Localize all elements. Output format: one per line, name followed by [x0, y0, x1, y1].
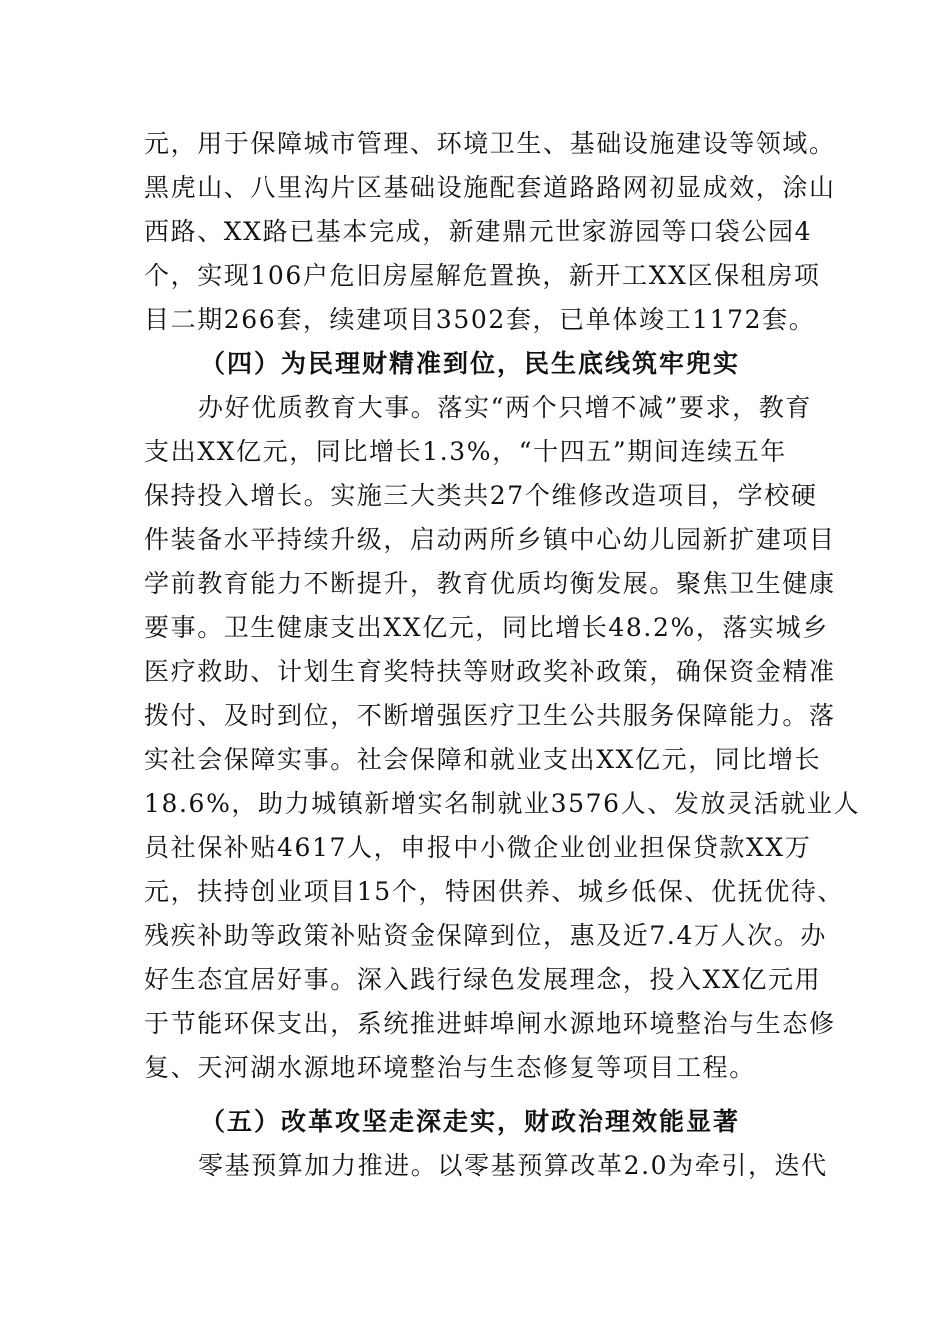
- body-text-line: 黑虎山、八里沟片区基础设施配套道路路网初显成效，涂山: [144, 173, 836, 202]
- body-text-line: 要事。卫生健康支出XX亿元，同比增长48.2%，落实城乡: [144, 613, 829, 642]
- body-text-line: 复、天河湖水源地环境整治与生态修复等项目工程。: [144, 1053, 756, 1082]
- body-text-line: 于节能环保支出，系统推进蚌埠闸水源地环境整治与生态修: [144, 1009, 836, 1038]
- body-text-line: 件装备水平持续升级，启动两所乡镇中心幼儿园新扩建项目: [144, 525, 836, 554]
- body-text-line: 医疗救助、计划生育奖特扶等财政奖补政策，确保资金精准: [144, 657, 836, 686]
- body-text-line: 学前教育能力不断提升，教育优质均衡发展。聚焦卫生健康: [144, 569, 836, 598]
- body-text-line: 西路、XX路已基本完成，新建鼎元世家游园等口袋公园4: [144, 217, 813, 246]
- body-text-line: 残疾补助等政策补贴资金保障到位，惠及近7.4万人次。办: [144, 921, 827, 950]
- paragraph-first-line: 办好优质教育大事。落实“两个只增不减”要求，教育: [198, 393, 812, 422]
- body-text-line: 18.6%，助力城镇新增实名制就业3576人、发放灵活就业人: [144, 789, 861, 818]
- paragraph-first-line: 零基预算加力推进。以零基预算改革2.0为牵引，迭代: [198, 1151, 828, 1180]
- section-heading: （四）为民理财精准到位，民生底线筑牢兜实: [200, 349, 741, 378]
- body-text-line: 个，实现106户危旧房屋解危置换，新开工XX区保租房项: [144, 261, 821, 290]
- body-text-line: 元，用于保障城市管理、环境卫生、基础设施建设等领域。: [144, 129, 836, 158]
- body-text-line: 保持投入增长。实施三大类共27个维修改造项目，学校硬: [144, 481, 818, 510]
- body-text-line: 实社会保障实事。社会保障和就业支出XX亿元，同比增长: [144, 745, 822, 774]
- section-heading: （五）改革攻坚走深走实，财政治理效能显著: [200, 1107, 741, 1136]
- body-text-line: 目二期266套，续建项目3502套，已单体竣工1172套。: [144, 305, 816, 334]
- body-text-line: 拨付、及时到位，不断增强医疗卫生公共服务保障能力。落: [144, 701, 836, 730]
- body-text-line: 好生态宜居好事。深入践行绿色发展理念，投入XX亿元用: [144, 965, 822, 994]
- body-text-line: 支出XX亿元，同比增长1.3%，“十四五”期间连续五年: [144, 437, 787, 466]
- body-text-line: 员社保补贴4617人，申报中小微企业创业担保贷款XX万: [144, 833, 812, 862]
- body-text-line: 元，扶持创业项目15个，特困供养、城乡低保、优抚优待、: [144, 877, 845, 906]
